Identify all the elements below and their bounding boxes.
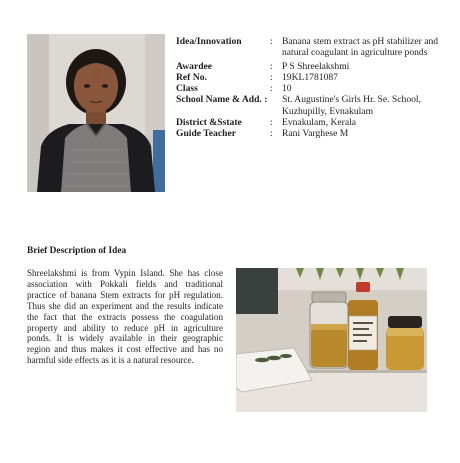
- info-row-school: [176, 94, 446, 117]
- info-separator: :: [270, 117, 273, 129]
- awardee-photo: [27, 34, 165, 192]
- info-separator: :: [270, 71, 273, 83]
- info-value: Rani Varghese M: [282, 128, 349, 140]
- brief-description-text: Shreelakshmi is from Vypin Island. She has close association with Pokkali fields and traditional practice of banana Stem extracts for pH regulation. Thus she did an experiment and the results indicate the fact that the extracts possess the coagulation property and ability to reduce pH in agriculture ponds. It is widely available in their geographic region and thus makes it cost effective and has no harmful side effects as it is a natural resource.: [27, 268, 223, 366]
- awardee-info-table: [176, 36, 446, 140]
- info-separator: :: [270, 128, 273, 140]
- info-label: District &Sstate: [176, 117, 242, 129]
- info-value: St. Augustine's Girls Hr. Se. School, Kuzhupilly, Evnakulam: [282, 94, 421, 117]
- info-label: School Name & Add. :: [176, 94, 268, 106]
- experiment-photo: [236, 268, 427, 412]
- info-value: Evnakulam, Kerala: [282, 117, 357, 129]
- info-label: Idea/Innovation: [176, 36, 242, 47]
- info-label: Class: [176, 83, 198, 95]
- info-label: Awardee: [176, 60, 213, 72]
- info-label: Ref No.: [176, 71, 207, 83]
- info-row-district-state: [176, 117, 446, 128]
- brief-description-heading: Brief Description of Idea: [27, 246, 127, 256]
- info-value: Banana stem extract as pH stabilizer and natural coagulant in agriculture ponds: [282, 36, 439, 59]
- info-separator: :: [270, 83, 273, 95]
- info-label: Guide Teacher: [176, 128, 236, 140]
- info-row-ref-no: [176, 72, 446, 83]
- info-row-awardee: [176, 61, 446, 72]
- info-row-guide-teacher: [176, 128, 446, 139]
- info-row-idea: [176, 36, 446, 59]
- info-separator: :: [270, 60, 273, 72]
- info-value: 10: [282, 83, 292, 95]
- info-value: P S Shreelakshmi: [282, 60, 350, 72]
- info-separator: :: [270, 36, 273, 47]
- info-row-class: [176, 83, 446, 94]
- info-value: 19KL1781087: [282, 71, 338, 83]
